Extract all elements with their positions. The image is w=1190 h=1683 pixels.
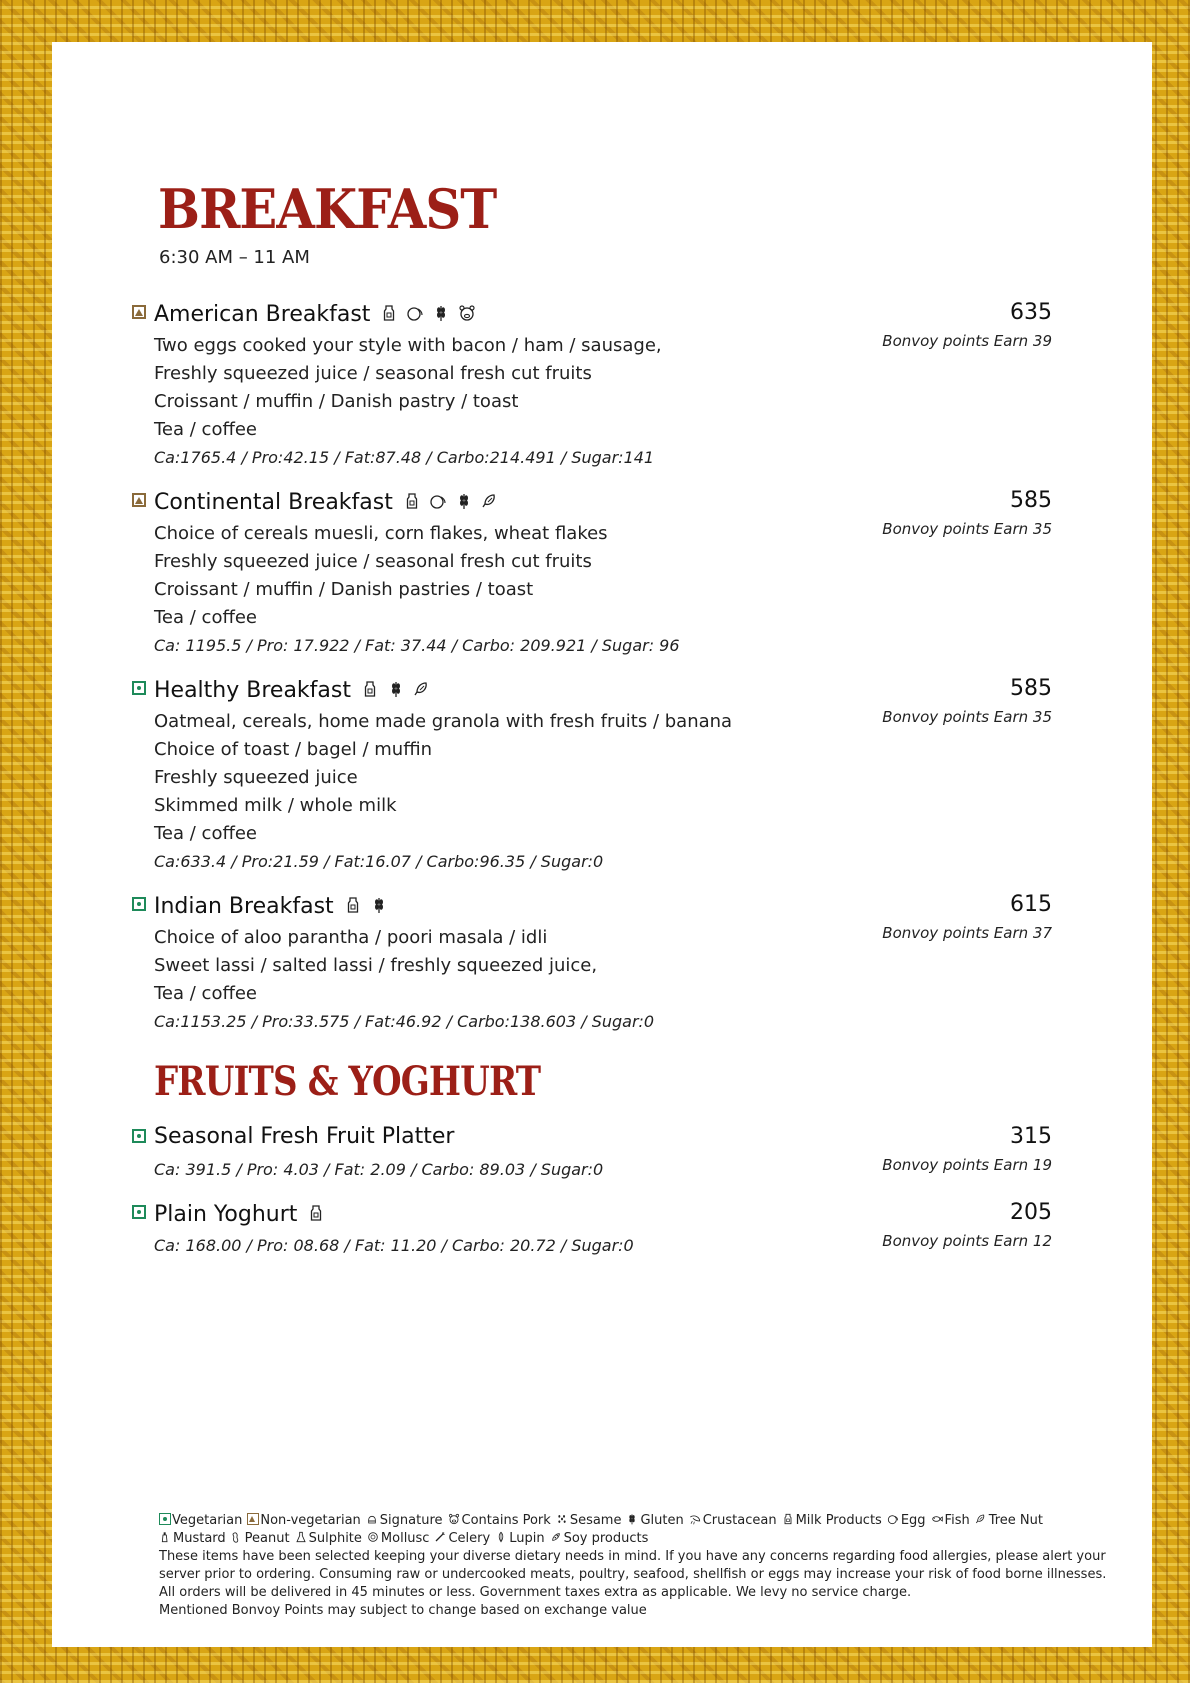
legend-label: Milk Products [795, 1513, 882, 1528]
lupin-icon [495, 1531, 507, 1543]
description-line: Oatmeal, cereals, home made granola with fresh fruits / banana [154, 711, 733, 732]
fruits-yoghurt-title: FRUITS & YOGHURT [154, 1058, 541, 1105]
legend-item [975, 1512, 1043, 1530]
legend-note: All orders will be delivered in 45 minutes or less. Government taxes extra as applicable. We levy no service charge. [159, 1585, 912, 1600]
non-vegetarian-marker-icon [132, 305, 146, 319]
egg-icon [429, 492, 447, 510]
legend-label: Crustacean [702, 1513, 777, 1528]
description-line: Tea / coffee [154, 607, 258, 628]
bonvoy-points: Bonvoy points Earn 37 [882, 924, 1052, 942]
legend-label: Signature [379, 1513, 443, 1528]
menu-item-header [132, 300, 1052, 328]
legend-label: Sulphite [308, 1531, 362, 1546]
gluten-icon [432, 304, 450, 322]
gluten-icon [455, 492, 473, 510]
egg-icon [887, 1513, 899, 1525]
legend-item [448, 1512, 551, 1530]
legend-label: Egg [900, 1513, 926, 1528]
vegetarian-marker-icon [132, 1205, 146, 1219]
legend-item [159, 1512, 242, 1530]
milk-products-icon [380, 304, 398, 322]
legend-label: Vegetarian [172, 1513, 243, 1528]
peanut-icon [231, 1531, 243, 1543]
bonvoy-points: Bonvoy points Earn 12 [882, 1232, 1052, 1250]
menu-item [132, 300, 1052, 467]
legend-label: Contains Pork [461, 1513, 551, 1528]
description-line: Tea / coffee [154, 823, 258, 844]
sesame-icon [556, 1513, 568, 1525]
milk-products-icon [307, 1204, 325, 1222]
vegetarian-marker-icon [132, 681, 146, 695]
non-vegetarian-marker-icon [132, 493, 146, 507]
menu-item-name [154, 1124, 454, 1149]
legend-label: Mustard [173, 1531, 226, 1546]
description-line: Croissant / muffin / Danish pastry / toast [154, 391, 519, 412]
legend-item [550, 1530, 649, 1548]
fish-icon [931, 1513, 943, 1525]
gluten-icon [370, 896, 388, 914]
menu-item-price: 615 [1010, 892, 1052, 917]
egg-icon [406, 304, 424, 322]
legend-item [231, 1530, 290, 1548]
menu-item [132, 1200, 1052, 1255]
bonvoy-points: Bonvoy points Earn 35 [882, 520, 1052, 538]
menu-item [132, 676, 1052, 871]
bonvoy-points: Bonvoy points Earn 19 [882, 1156, 1052, 1174]
milk-products-icon [361, 680, 379, 698]
legend-item [495, 1530, 544, 1548]
nutrition-info: Ca: 391.5 / Pro: 4.03 / Fat: 2.09 / Carbo: 89.03 / Sugar:0 [154, 1160, 604, 1179]
menu-item-name [154, 300, 484, 327]
crustacean-icon [689, 1513, 701, 1525]
menu-item-description [154, 924, 834, 1036]
menu-item-name [154, 892, 396, 919]
menu-item-name-text: Plain Yoghurt [154, 1202, 298, 1227]
legend-item [626, 1512, 683, 1530]
description-line: Two eggs cooked your style with bacon / ham / sausage, [154, 335, 662, 356]
gluten-icon [387, 680, 405, 698]
menu-item-description [154, 1156, 834, 1184]
menu-item-name-text: Indian Breakfast [154, 894, 334, 919]
menu-item-header [132, 488, 1052, 516]
menu-item [132, 1124, 1052, 1179]
menu-item-description [154, 1232, 834, 1260]
nutrition-info: Ca:1765.4 / Pro:42.15 / Fat:87.48 / Carbo:214.491 / Sugar:141 [154, 448, 655, 467]
milk-products-icon [344, 896, 362, 914]
menu-item [132, 488, 1052, 655]
legend-label: Lupin [509, 1531, 545, 1546]
menu-item-name [154, 1200, 333, 1227]
menu-item-header [132, 1124, 1052, 1152]
description-line: Freshly squeezed juice [154, 767, 358, 788]
menu-item-name-text: Continental Breakfast [154, 490, 393, 515]
bonvoy-points: Bonvoy points Earn 39 [882, 332, 1052, 350]
legend-label: Peanut [244, 1531, 290, 1546]
nutrition-info: Ca:1153.25 / Pro:33.575 / Fat:46.92 / Carbo:138.603 / Sugar:0 [154, 1012, 655, 1031]
description-line: Freshly squeezed juice / seasonal fresh cut fruits [154, 551, 592, 572]
legend-label: Sesame [569, 1513, 622, 1528]
nutrition-info: Ca: 168.00 / Pro: 08.68 / Fat: 11.20 / Carbo: 20.72 / Sugar:0 [154, 1236, 634, 1255]
legend-item [159, 1530, 226, 1548]
legend-item [689, 1512, 777, 1530]
tree-nut-icon [481, 492, 499, 510]
menu-item-header [132, 1200, 1052, 1228]
menu-item-description [154, 708, 834, 876]
legend-label: Non-vegetarian [260, 1513, 361, 1528]
menu-item-header [132, 892, 1052, 920]
legend-note: These items have been selected keeping your diverse dietary needs in mind. If you have any concerns regarding food allergies, please alert your [159, 1549, 1106, 1564]
non-vegetarian-marker-icon [247, 1513, 259, 1525]
description-line: Choice of toast / bagel / muffin [154, 739, 433, 760]
menu-content [52, 42, 1152, 1647]
breakfast-title: BREAKFAST [158, 177, 497, 241]
legend [159, 1512, 1119, 1620]
legend-label: Fish [944, 1513, 970, 1528]
tree-nut-icon [975, 1513, 987, 1525]
menu-item-price: 585 [1010, 488, 1052, 513]
legend-label: Tree Nut [988, 1513, 1043, 1528]
contains-pork-icon [458, 304, 476, 322]
milk-products-icon [403, 492, 421, 510]
bonvoy-points: Bonvoy points Earn 35 [882, 708, 1052, 726]
legend-keys [159, 1512, 1119, 1548]
legend-item [434, 1530, 490, 1548]
description-line: Tea / coffee [154, 983, 258, 1004]
legend-label: Gluten [640, 1513, 684, 1528]
menu-item-price: 315 [1010, 1124, 1052, 1149]
menu-item-price: 205 [1010, 1200, 1052, 1225]
celery-icon [434, 1531, 446, 1543]
vegetarian-marker-icon [132, 897, 146, 911]
legend-note: Mentioned Bonvoy Points may subject to change based on exchange value [159, 1603, 647, 1618]
menu-item-description [154, 520, 834, 660]
vegetarian-marker-icon [159, 1513, 171, 1525]
legend-item [295, 1530, 362, 1548]
description-line: Croissant / muffin / Danish pastries / toast [154, 579, 534, 600]
signature-icon [366, 1513, 378, 1525]
allergen-icons [307, 1200, 333, 1225]
legend-item [367, 1530, 430, 1548]
legend-label: Soy products [563, 1531, 649, 1546]
description-line: Freshly squeezed juice / seasonal fresh cut fruits [154, 363, 592, 384]
menu-item-name-text: Healthy Breakfast [154, 678, 351, 703]
soy-icon [550, 1531, 562, 1543]
description-line: Sweet lassi / salted lassi / freshly squeezed juice, [154, 955, 598, 976]
mustard-icon [159, 1531, 171, 1543]
menu-page [52, 42, 1152, 1647]
menu-item-price: 635 [1010, 300, 1052, 325]
menu-item-name [154, 488, 507, 515]
menu-item-header [132, 676, 1052, 704]
allergen-icons [344, 892, 396, 917]
mollusc-icon [367, 1531, 379, 1543]
menu-item-name [154, 676, 439, 703]
description-line: Skimmed milk / whole milk [154, 795, 397, 816]
legend-item [931, 1512, 970, 1530]
breakfast-hours: 6:30 AM – 11 AM [159, 247, 310, 268]
gluten-icon [626, 1513, 638, 1525]
description-line: Choice of cereals muesli, corn flakes, wheat flakes [154, 523, 608, 544]
legend-note: server prior to ordering. Consuming raw or undercooked meats, poultry, seafood, shellfish or eggs may increase your risk of food borne illnesses. [159, 1567, 1107, 1582]
allergen-icons [380, 300, 484, 325]
allergen-icons [403, 488, 507, 513]
menu-item [132, 892, 1052, 1031]
legend-item [887, 1512, 926, 1530]
vegetarian-marker-icon [132, 1129, 146, 1143]
legend-item [782, 1512, 882, 1530]
legend-item [366, 1512, 443, 1530]
contains-pork-icon [448, 1513, 460, 1525]
sulphite-icon [295, 1531, 307, 1543]
nutrition-info: Ca:633.4 / Pro:21.59 / Fat:16.07 / Carbo:96.35 / Sugar:0 [154, 852, 604, 871]
nutrition-info: Ca: 1195.5 / Pro: 17.922 / Fat: 37.44 / Carbo: 209.921 / Sugar: 96 [154, 636, 680, 655]
menu-item-name-text: American Breakfast [154, 302, 371, 327]
menu-item-name-text: Seasonal Fresh Fruit Platter [154, 1124, 455, 1149]
legend-item [247, 1512, 360, 1530]
description-line: Choice of aloo parantha / poori masala / idli [154, 927, 548, 948]
legend-item [556, 1512, 622, 1530]
legend-label: Celery [448, 1531, 491, 1546]
tree-nut-icon [413, 680, 431, 698]
description-line: Tea / coffee [154, 419, 258, 440]
menu-item-price: 585 [1010, 676, 1052, 701]
legend-label: Mollusc [380, 1531, 430, 1546]
allergen-icons [361, 676, 439, 701]
milk-products-icon [782, 1513, 794, 1525]
menu-item-description [154, 332, 834, 472]
